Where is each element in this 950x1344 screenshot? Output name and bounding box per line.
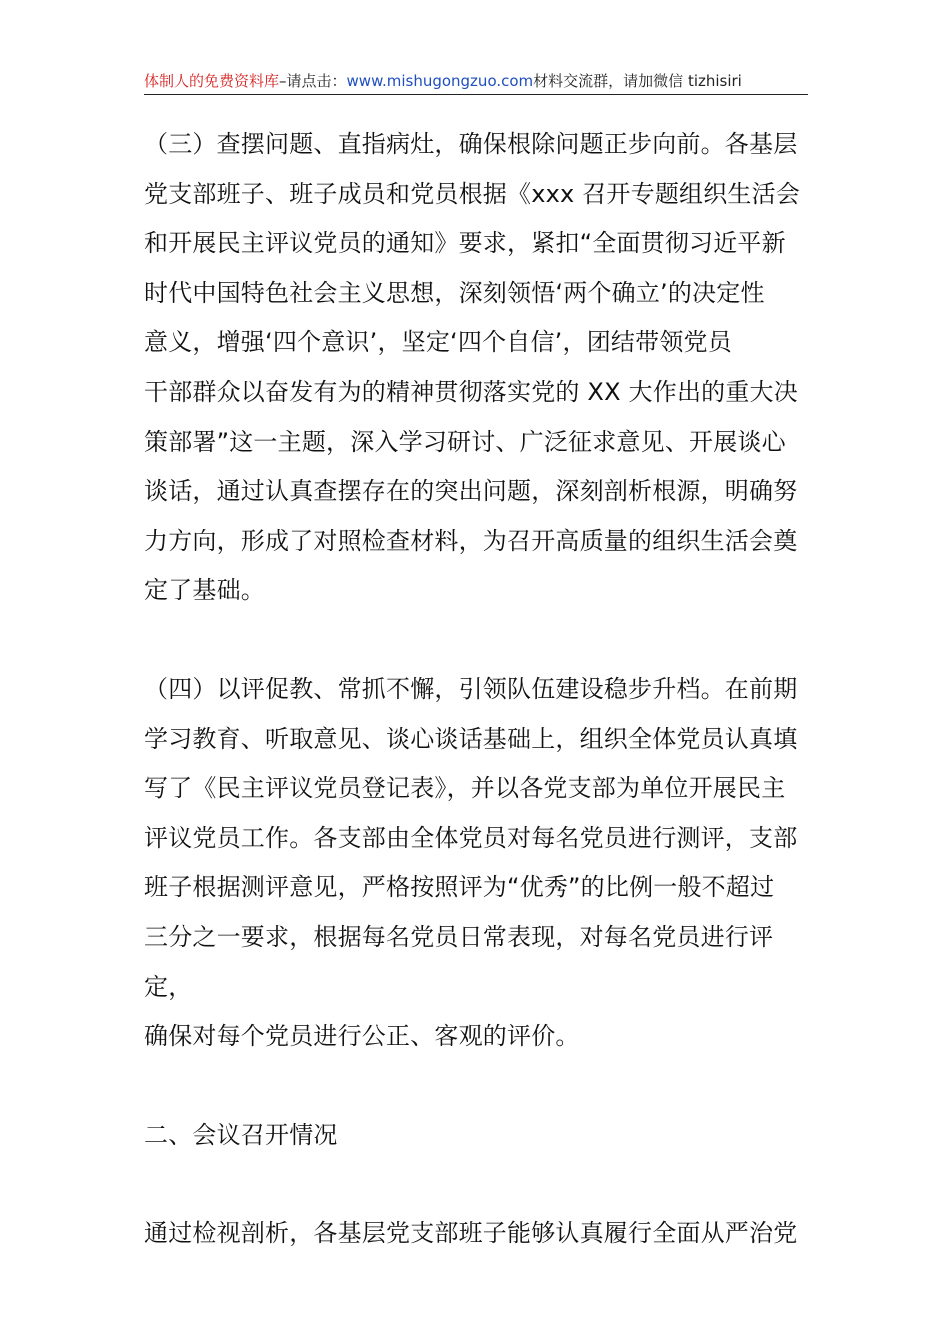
header-prompt: –请点击：	[279, 72, 347, 90]
page-header	[144, 68, 808, 95]
section-heading-2: 二、会议召开情况	[144, 1120, 338, 1149]
header-url-link[interactable]: www.mishugongzuo.com	[346, 72, 534, 90]
paragraph-gap	[144, 1160, 808, 1209]
paragraph-meeting: 通过检视剖析，各基层党支部班子能够认真履行全面从严治党	[144, 1219, 798, 1248]
header-note: 材料交流群，请加微信 tizhisiri	[533, 72, 742, 90]
paragraph-gap	[144, 1062, 808, 1111]
paragraph-section-3: （三）查摆问题、直指病灶，确保根除问题正步向前。各基层 党支部班子、班子成员和党员根据《xxx 召开专题组织生活会 和开展民主评议党员的通知》要求，紧扣“全面贯彻习近平新 时代中国特色社会主义思想，深刻领悟‘两个确立’的决定性 意义，增强‘四个意识’，坚定‘四个自信’，团结带领党员 干部群众以奋发有为的精神贯彻落实党的 XX 大作出的重大决 策部署”这一主题，深入学习研讨、广泛征求意见、开展谈心 谈话，通过认真查摆存在的突出问题，深刻剖析根源，明确努 力方向，形成了对照检查材料，为召开高质量的组织生活会奠 定了基础。	[144, 130, 801, 605]
header-brand: 体制人的免费资料库	[144, 72, 280, 90]
paragraph-section-4: （四）以评促教、常抓不懈，引领队伍建设稳步升档。在前期 学习教育、听取意见、谈心谈话基础上，组织全体党员认真填 写了《民主评议党员登记表》，并以各党支部为单位开展民主 评议党员工作。各支部由全体党员对每名党员进行测评，支部 班子根据测评意见，严格按照评为“优秀”的比例一般不超过 三分之一要求，根据每名党员日常表现，对每名党员进行评定， 确保对每个党员进行公正、客观的评价。	[144, 674, 798, 1051]
paragraph-gap	[144, 616, 808, 665]
document-body	[144, 120, 808, 1259]
